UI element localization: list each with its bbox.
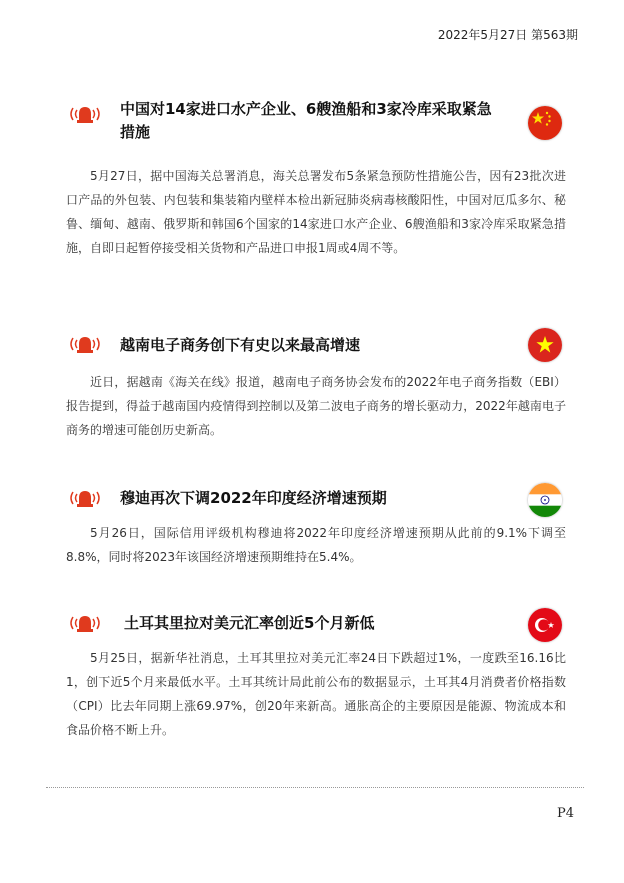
article-vietnam bbox=[66, 326, 566, 442]
page-number: P4 bbox=[556, 806, 574, 821]
alarm-bell-icon bbox=[66, 487, 104, 509]
alarm-bell-icon bbox=[66, 612, 104, 634]
article-china bbox=[66, 96, 566, 260]
alarm-bell-icon bbox=[66, 103, 104, 125]
article-title: 越南电子商务创下有史以来最高增速 bbox=[120, 336, 361, 354]
vietnam-flag bbox=[528, 328, 562, 362]
article-title: 穆迪再次下调2022年印度经济增速预期 bbox=[120, 489, 387, 507]
article-turkey bbox=[66, 606, 566, 742]
article-title: 中国对14家进口水产企业、6艘渔船和3家冷库采取紧急措施 bbox=[120, 100, 492, 141]
india-flag bbox=[528, 483, 562, 517]
article-title: 土耳其里拉对美元汇率创近5个月新低 bbox=[124, 614, 375, 632]
article-india bbox=[66, 481, 566, 569]
china-flag bbox=[528, 106, 562, 140]
turkey-flag bbox=[528, 608, 562, 642]
article-body: 5月25日，据新华社消息，土耳其里拉对美元汇率24日下跌超过1%，一度跌至16.16比1，创下近5个月来最低水平。土耳其统计局此前公布的数据显示，土耳其4月消费者价格指数（CPI）比去年同期上涨69.97%，创20年来新高。通胀高企的主要原因是能源、物流成本和食品价格不断上升。 bbox=[66, 651, 566, 737]
footer-divider bbox=[46, 787, 584, 788]
article-body: 近日，据越南《海关在线》报道，越南电子商务协会发布的2022年电子商务指数（EBI）报告提到，得益于越南国内疫情得到控制以及第二波电子商务的增长驱动力，2022年越南电子商务的增速可能创历史新高。 bbox=[66, 375, 566, 437]
issue-header: 2022年5月27日 第563期 bbox=[437, 28, 578, 42]
alarm-bell-icon bbox=[66, 333, 104, 355]
article-body: 5月26日，国际信用评级机构穆迪将2022年印度经济增速预期从此前的9.1%下调至8.8%，同时将2023年该国经济增速预期维持在5.4%。 bbox=[66, 526, 566, 564]
article-body: 5月27日，据中国海关总署消息，海关总署发布5条紧急预防性措施公告，因有23批次进口产品的外包装、内包装和集装箱内壁样本检出新冠肺炎病毒核酸阳性，中国对厄瓜多尔、秘鲁、缅甸、越南、俄罗斯和韩国6个国家的14家进口水产企业、6艘渔船和3家冷库采取紧急措施，自即日起暂停接受相关货物和产品进口申报1周或4周不等。 bbox=[66, 169, 566, 255]
